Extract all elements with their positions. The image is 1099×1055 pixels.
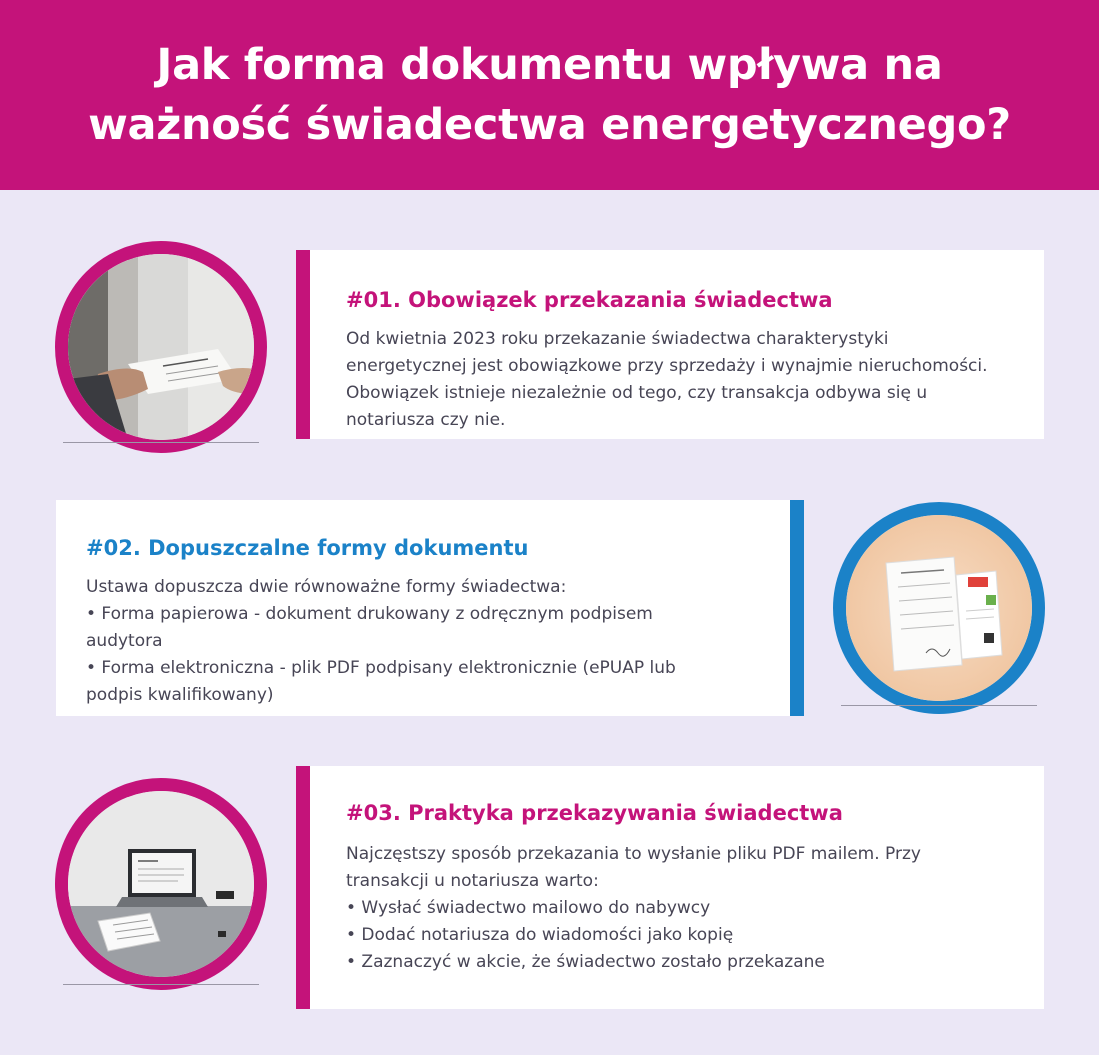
body-line: • Dodać notariusza do wiadomości jako kopię	[346, 925, 734, 945]
body-line: energetycznej jest obowiązkowe przy sprzedaży i wynajmie nieruchomości.	[346, 356, 988, 376]
handing-document-photo	[55, 241, 267, 453]
accent-bar	[790, 500, 804, 716]
body-line: • Zaznaczyć w akcie, że świadectwo zostało przekazane	[346, 952, 825, 972]
body-line: Najczęstszy sposób przekazania to wysłanie pliku PDF mailem. Przy	[346, 844, 921, 864]
body-line: audytora	[86, 631, 163, 651]
section-heading: #03. Praktyka przekazywania świadectwa	[346, 801, 843, 825]
accent-bar	[296, 766, 310, 1009]
laptop-document-photo	[55, 778, 267, 990]
page-title: Jak forma dokumentu wpływa na ważność świadectwa energetycznego?	[88, 40, 1011, 150]
body-line: Od kwietnia 2023 roku przekazanie świadectwa charakterystyki	[346, 329, 889, 349]
photo-underline	[63, 984, 259, 985]
photo-underline	[63, 442, 259, 443]
section-body	[86, 574, 786, 709]
energy-certificate-photo	[833, 502, 1045, 714]
accent-bar	[296, 250, 310, 439]
body-line: Ustawa dopuszcza dwie równoważne formy świadectwa:	[86, 577, 567, 597]
body-line: transakcji u notariusza warto:	[346, 871, 599, 891]
body-line: Obowiązek istnieje niezależnie od tego, czy transakcja odbywa się u	[346, 383, 928, 403]
body-line: • Forma papierowa - dokument drukowany z odręcznym podpisem	[86, 604, 653, 624]
section-body	[346, 841, 1036, 976]
body-line: podpis kwalifikowany)	[86, 685, 274, 705]
body-line: notariusza czy nie.	[346, 410, 506, 430]
section-heading: #01. Obowiązek przekazania świadectwa	[346, 288, 833, 312]
section-heading: #02. Dopuszczalne formy dokumentu	[86, 536, 529, 560]
photo-underline	[841, 705, 1037, 706]
section-body	[346, 326, 1036, 434]
header-banner	[0, 0, 1099, 190]
body-line: • Wysłać świadectwo mailowo do nabywcy	[346, 898, 711, 918]
body-line: • Forma elektroniczna - plik PDF podpisany elektronicznie (ePUAP lub	[86, 658, 676, 678]
